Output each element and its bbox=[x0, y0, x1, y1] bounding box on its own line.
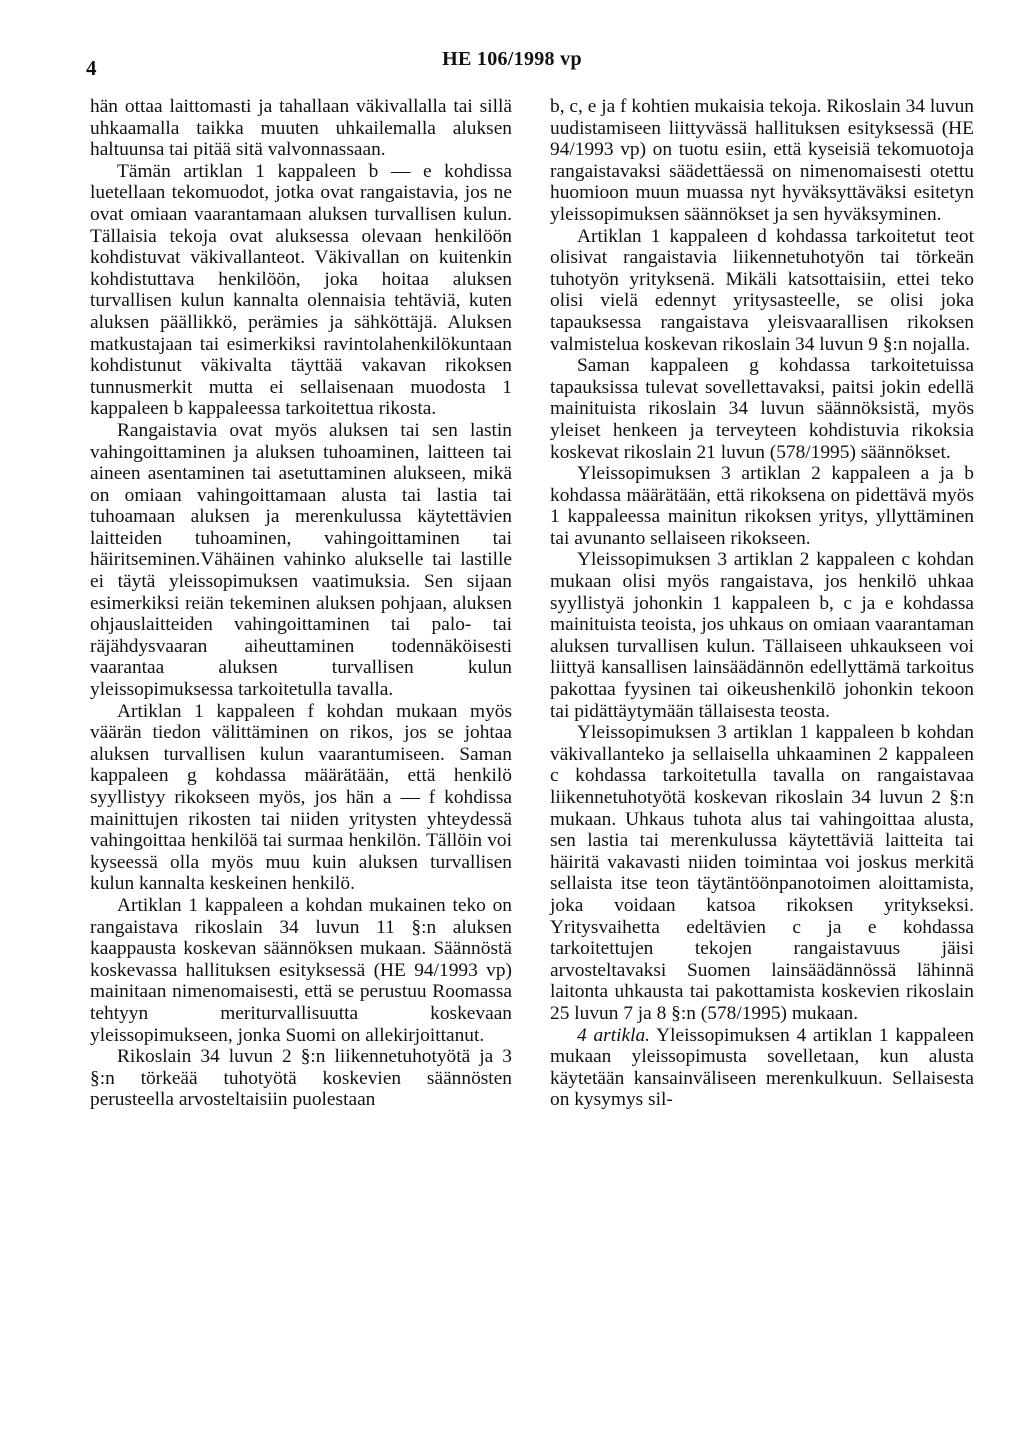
paragraph-text: Yleissopimuksen 4 artiklan 1 kappaleen mukaan yleissopimusta sovelletaan, kun alusta käytetään kansainväliseen merenkulkuun. Sellaisesta on kysymys sil- bbox=[550, 1024, 974, 1111]
paragraph: Rikoslain 34 luvun 2 §:n liikennetuhotyötä ja 3 §:n törkeää tuhotyötä koskevien säännösten perusteella arvosteltaisiin puolestaan bbox=[90, 1046, 512, 1111]
paragraph bbox=[550, 1025, 974, 1111]
paragraph: Yleissopimuksen 3 artiklan 2 kappaleen a ja b kohdassa määrätään, että rikoksena on pidettävä myös 1 kappaleessa mainitun rikoksen yritys, yllyttäminen tai avunanto sellaiseen rikokseen. bbox=[550, 463, 974, 549]
paragraph: hän ottaa laittomasti ja tahallaan väkivallalla tai sillä uhkaamalla taikka muuten uhkailemalla aluksen haltuunsa tai pitää sitä valvonnassaan. bbox=[90, 96, 512, 161]
paragraph: b, c, e ja f kohtien mukaisia tekoja. Rikoslain 34 luvun uudistamiseen liittyvässä hallituksen esityksessä (HE 94/1993 vp) on tuotu esiin, että kyseisiä tekomuotoja rangaistavaksi säädettäessä on nimenomaisesti otettu huomioon muun muassa nyt hyväksyttäväksi esitetyn yleissopimuksen säännökset ja sen hyväksyminen. bbox=[550, 96, 974, 225]
paragraph: Tämän artiklan 1 kappaleen b — e kohdissa luetellaan tekomuodot, jotka ovat rangaistavia, jos ne ovat omiaan vaarantamaan aluksen turvallisen kulun. Tällaisia tekoja ovat aluksessa olevaan henkilöön kohdistuvat väkivallanteot. Väkivallan on kuitenkin kohdistuttava henkilöön, joka hoitaa aluksen turvallisen kulun kannalta olennaisia tehtäviä, kuten aluksen päällikkö, perämies ja sähköttäjä. Aluksen matkustajaan tai esimerkiksi ravintolahenkilökuntaan kohdistunut väkivalta täyttää vakavan rikoksen tunnusmerkit mutta ei sellaisenaan muodosta 1 kappaleen b kappaleessa tarkoitettua rikosta. bbox=[90, 160, 512, 420]
paragraph: Rangaistavia ovat myös aluksen tai sen lastin vahingoittaminen ja aluksen tuhoaminen, laitteen tai aineen asentaminen tai asetuttaminen alukseen, mikä on omiaan vahingoittamaan alusta tai lastia tai tuhoamaan aluksen ja merenkulussa käytettävien laitteiden tuhoaminen, vahingoittaminen tai häiritseminen.Vähäinen vahinko alukselle tai lastille ei täytä yleissopimuksen vaatimuksia. Sen sijaan esimerkiksi reiän tekeminen aluksen pohjaan, aluksen ohjauslaitteiden vahingoittaminen tai palo- tai räjähdysvaaran aiheuttaminen todennäköisesti vaarantaa aluksen turvallisen kulun yleissopimuksessa tarkoitetulla tavalla. bbox=[90, 419, 512, 701]
left-text-column bbox=[90, 96, 512, 1111]
document-reference: HE 106/1998 vp bbox=[442, 48, 582, 70]
paragraph: Artiklan 1 kappaleen a kohdan mukainen teko on rangaistava rikoslain 34 luvun 11 §:n aluksen kaappausta koskevan säännöksen mukaan. Säännöstä koskevassa hallituksen esityksessä (HE 94/1993 vp) mainitaan nimenomaisesti, että se perustuu Roomassa tehtyyn meriturvallisuutta koskevaan yleissopimukseen, jonka Suomi on allekirjoittanut. bbox=[90, 894, 512, 1046]
paragraph: Yleissopimuksen 3 artiklan 2 kappaleen c kohdan mukaan olisi myös rangaistava, jos henkilö uhkaa syyllistyä johonkin 1 kappaleen b, c ja e kohdassa mainituista teoista, jos uhkaus on omiaan vaarantaman aluksen turvallisen kulun. Tällaiseen uhkaukseen voi liittyä kansallisen lainsäädännön edellyttämä tarkoitus pakottaa fyysinen tai oikeushenkilö johonkin tekoon tai pidättäytymään tällaisesta teosta. bbox=[550, 549, 974, 722]
page-number: 4 bbox=[86, 56, 97, 80]
paragraph: Saman kappaleen g kohdassa tarkoitetuissa tapauksissa tulevat sovellettavaksi, paitsi jokin edellä mainituista rikoslain 34 luvun säännöksistä, myös yleiset henkeen ja terveyteen kohdistuvia rikoksia koskevat rikoslain 21 luvun (578/1995) säännökset. bbox=[550, 355, 974, 463]
right-text-column bbox=[550, 96, 974, 1111]
paragraph: Artiklan 1 kappaleen d kohdassa tarkoitetut teot olisivat rangaistavia liikennetuhotyön tai törkeän tuhotyön yrityksenä. Mikäli katsottaisiin, ettei teko olisi vielä edennyt yritysasteelle, se olisi joka tapauksessa rangaistava yleisvaarallisen rikoksen valmistelua koskevan rikoslain 34 luvun 9 §:n nojalla. bbox=[550, 225, 974, 355]
paragraph: Yleissopimuksen 3 artiklan 1 kappaleen b kohdan väkivallanteko ja sellaisella uhkaaminen 2 kappaleen c kohdassa tarkoitetulla tavalla on rangaistavaa liikennetuhotyötä koskevan rikoslain 34 luvun 2 §:n mukaan. Uhkaus tuhota alus tai vahingoittaa alusta, sen lastia tai merenkulussa käytettäviä laitteita tai häiritä vakavasti niiden toimintaa voi joskus merkitä sellaista itse teon täytäntöönpanotoimen aloittamista, joka voidaan katsoa rikoksen yritykseksi. Yritysvaihetta edeltävien c ja e kohdassa tarkoitettujen tekojen rangaistavuus jäisi arvosteltavaksi Suomen lainsäädännössä lähinnä laitonta uhkausta tai pakottamista koskevien rikoslain 25 luvun 7 ja 8 §:n (578/1995) mukaan. bbox=[550, 722, 974, 1024]
article-heading: 4 artikla. bbox=[577, 1024, 651, 1046]
paragraph: Artiklan 1 kappaleen f kohdan mukaan myös väärän tiedon välittäminen on rikos, jos se johtaa aluksen turvallisen kulun vaarantumiseen. Saman kappaleen g kohdassa määrätään, että henkilö syyllistyy rikokseen myös, jos hän a — f kohdissa mainittujen rikosten tai niiden yritysten yhteydessä vahingoittaa henkilöä tai surmaa henkilön. Tällöin voi kyseessä olla myös muu kuin aluksen turvallisen kulun kannalta keskeinen henkilö. bbox=[90, 700, 512, 895]
